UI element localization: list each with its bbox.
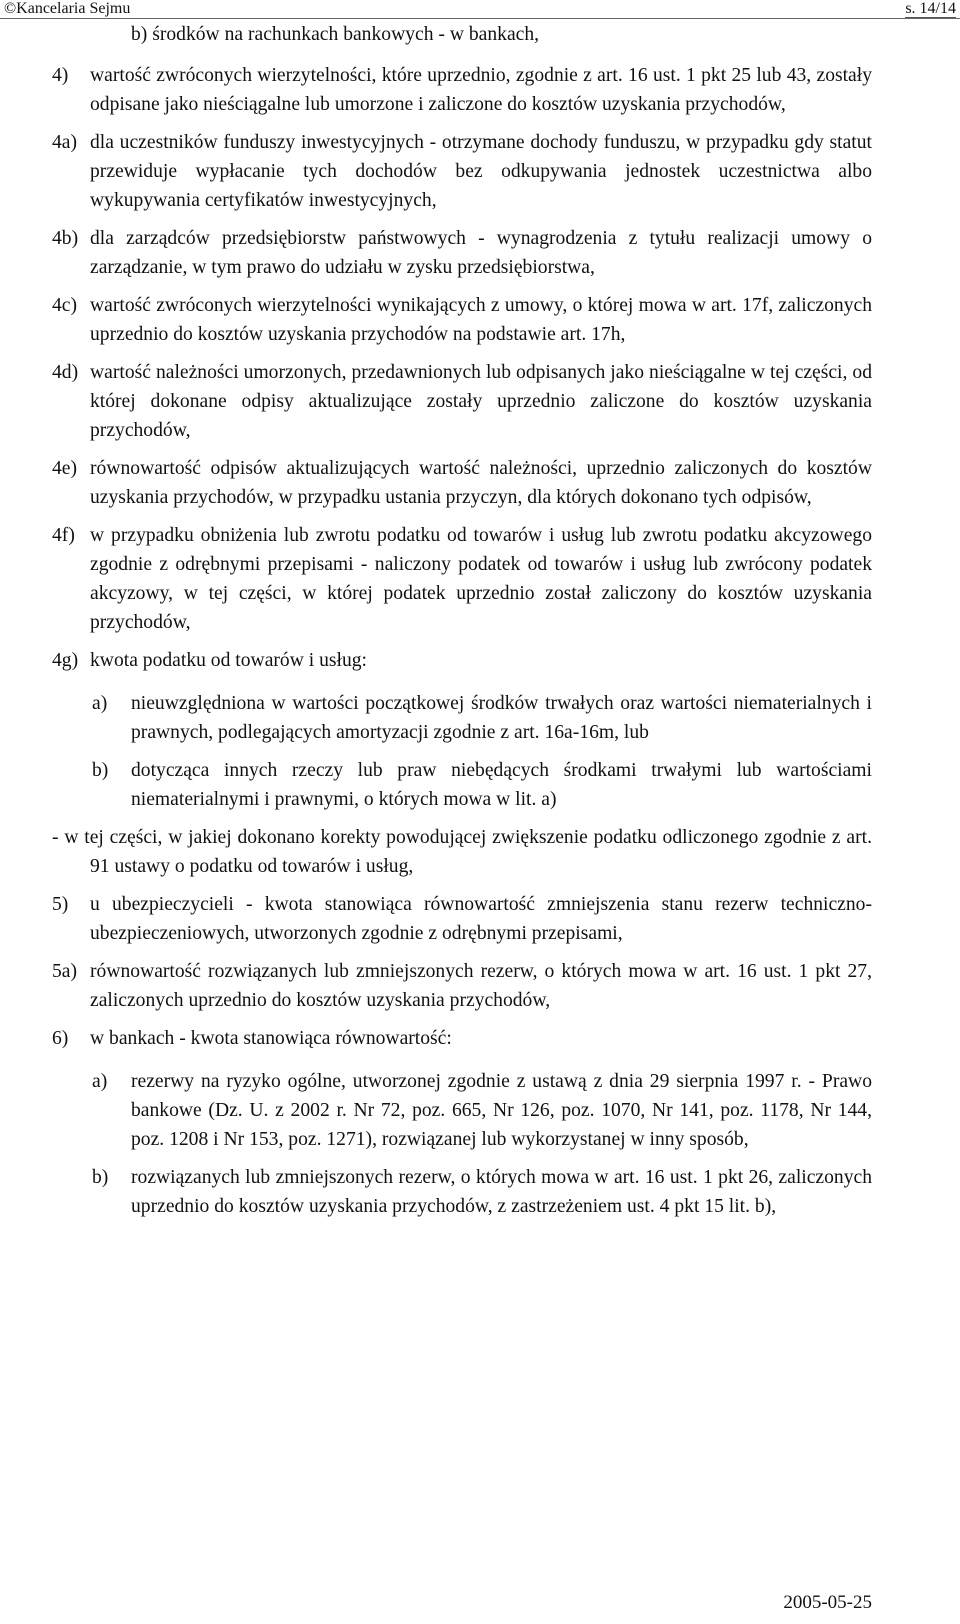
list-item-text: równowartość rozwiązanych lub zmniejszonych rezerw, o których mowa w art. 16 ust. 1 pkt 27, zaliczonych uprzednio do kosztów uzyskania przychodów, (90, 961, 872, 1011)
list-item-text: rozwiązanych lub zmniejszonych rezerw, o których mowa w art. 16 ust. 1 pkt 26, zaliczonych uprzednio do kosztów uzyskania przychodów, z zastrzeżeniem ust. 4 pkt 15 lit. b), (131, 1167, 872, 1217)
list-item-label: b) (92, 760, 109, 781)
list-item-a (0, 689, 960, 747)
list-item-text: w przypadku obniżenia lub zwrotu podatku od towarów i usług lub zwrotu podatku akcyzowego zgodnie z odrębnymi przepisami - naliczony podatek od towarów i usług lub zwrócony podatek akcyzowy, w tej części, w której podatek uprzednio został zaliczony do kosztów uzyskania przychodów, (90, 525, 872, 633)
list-item-a (0, 1067, 960, 1154)
list-item-label: 6) (52, 1028, 69, 1049)
list-item-5a (0, 957, 960, 1015)
list-item-label: 4e) (52, 458, 78, 479)
list-item-label: 4d) (52, 362, 79, 383)
list-item-label: a) (92, 1071, 108, 1092)
list-item-text: kwota podatku od towarów i usług: (90, 650, 368, 671)
list-item-b (0, 756, 960, 814)
list-item-4b (0, 224, 960, 282)
list-item-text: dla zarządców przedsiębiorstw państwowych - wynagrodzenia z tytułu realizacji umowy o zarządzanie, w tym prawo do udziału w zysku przedsiębiorstwa, (90, 228, 872, 278)
list-item-6 (0, 1024, 960, 1053)
page-header (0, 0, 960, 18)
header-rule (0, 18, 960, 19)
list-item-label: 4c) (52, 295, 78, 316)
list-item-text: wartość zwróconych wierzytelności, które uprzednio, zgodnie z art. 16 ust. 1 pkt 25 lub 43, zostały odpisane jako nieściągalne lub umorzone i zaliczone do kosztów uzyskania przychodów, (90, 65, 872, 115)
document-body (0, 20, 960, 1221)
list-item (0, 20, 960, 49)
list-item-text: u ubezpieczycieli - kwota stanowiąca równowartość zmniejszenia stanu rezerw techniczno-ubezpieczeniowych, utworzonych zgodnie z odrębnymi przepisami, (90, 894, 872, 944)
list-item-label: 4g) (52, 650, 79, 671)
copyright-label: ©Kancelaria Sejmu (4, 0, 131, 17)
list-item-label: 5a) (52, 961, 78, 982)
list-item-text: dotycząca innych rzeczy lub praw niebędących środkami trwałymi lub wartościami niematerialnymi i prawnymi, o których mowa w lit. a) (131, 760, 872, 810)
list-item-4d (0, 358, 960, 445)
page-number-text: s. 14/14 (905, 0, 956, 17)
list-item-4g (0, 646, 960, 675)
list-item-4a (0, 128, 960, 215)
list-item-text: wartość należności umorzonych, przedawnionych lub odpisanych jako nieściągalne w tej części, od której dokonane odpisy aktualizujące zostały uprzednio zaliczone do kosztów uzyskania przychodów, (90, 362, 872, 441)
list-item-text: rezerwy na ryzyko ogólne, utworzonej zgodnie z ustawą z dnia 29 sierpnia 1997 r. - Prawo bankowe (Dz. U. z 2002 r. Nr 72, poz. 665, Nr 126, poz. 1070, Nr 141, poz. 1178, Nr 144, poz. 1208 i Nr 153, poz. 1271), rozwiązanej lub wykorzystanej w inny sposób, (131, 1071, 872, 1150)
list-item-text: w bankach - kwota stanowiąca równowartość: (90, 1028, 452, 1049)
list-item-4c (0, 291, 960, 349)
list-item-label: 4) (52, 65, 69, 86)
list-item-text: b) środków na rachunkach bankowych - w bankach, (131, 24, 540, 45)
list-item-4e (0, 454, 960, 512)
list-item-b (0, 1163, 960, 1221)
list-item-label: 4a) (52, 132, 78, 153)
document-date: 2005-05-25 (783, 1592, 872, 1613)
list-item-label: b) (92, 1167, 109, 1188)
list-item-text: - w tej części, w jakiej dokonano korekty powodującej zwiększenie podatku odliczonego zgodnie z art. 91 ustawy o podatku od towarów i usług, (52, 827, 872, 877)
list-item-label: 4b) (52, 228, 79, 249)
list-item-4 (0, 61, 960, 119)
page-number (905, 0, 956, 18)
list-item-text: dla uczestników funduszy inwestycyjnych - otrzymane dochody funduszu, w przypadku gdy statut przewiduje wypłacanie tych dochodów bez odkupywania jednostek uczestnictwa albo wykupywania certyfikatów inwestycyjnych, (90, 132, 872, 211)
list-item-label: 4f) (52, 525, 75, 546)
list-item-5 (0, 890, 960, 948)
list-item (0, 823, 960, 881)
list-item-text: wartość zwróconych wierzytelności wynikających z umowy, o której mowa w art. 17f, zaliczonych uprzednio do kosztów uzyskania przychodów na podstawie art. 17h, (90, 295, 872, 345)
list-item-text: nieuwzględniona w wartości początkowej środków trwałych oraz wartości niematerialnych i prawnych, podlegających amortyzacji zgodnie z art. 16a-16m, lub (131, 693, 872, 743)
list-item-label: a) (92, 693, 108, 714)
list-item-text: równowartość odpisów aktualizujących wartość należności, uprzednio zaliczonych do kosztów uzyskania przychodów, w przypadku ustania przyczyn, dla których dokonano tych odpisów, (90, 458, 872, 508)
list-item-4f (0, 521, 960, 637)
list-item-label: 5) (52, 894, 69, 915)
